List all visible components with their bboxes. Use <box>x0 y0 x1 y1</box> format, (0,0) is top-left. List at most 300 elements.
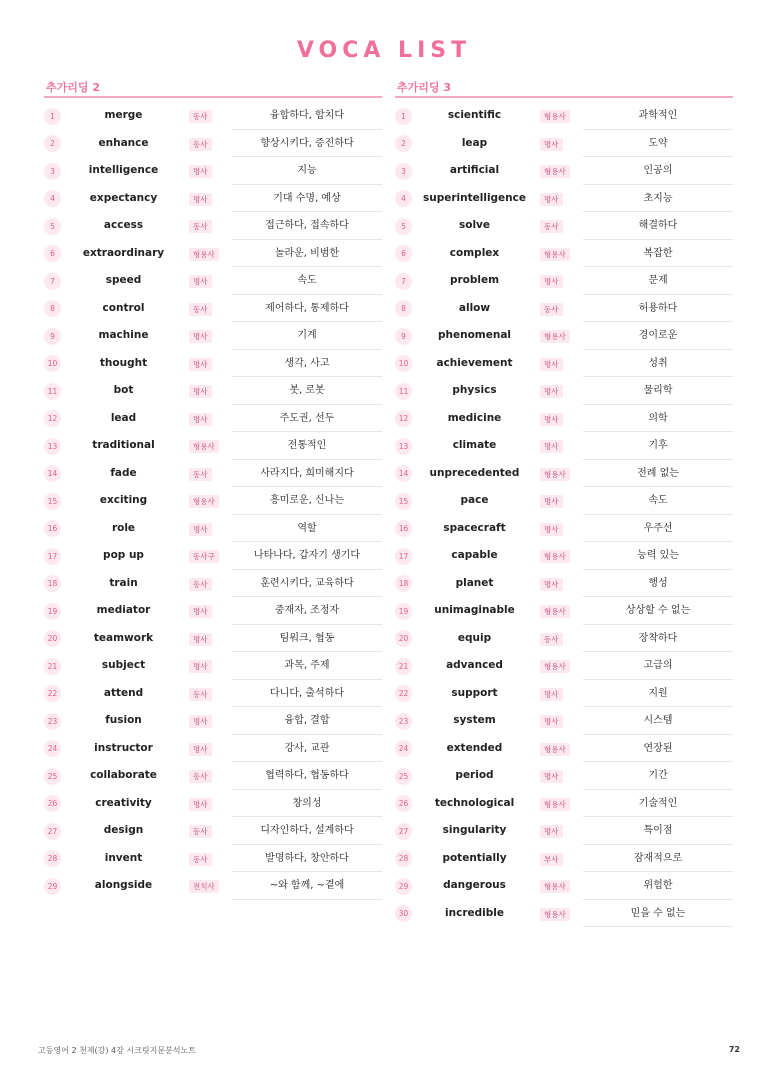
vocab-word: invent <box>104 851 143 864</box>
part-of-speech-badge: 동사 <box>189 303 212 316</box>
part-of-speech-badge: 명사 <box>540 413 563 426</box>
part-of-speech-badge: 명사 <box>540 495 563 508</box>
entry-number: 1 <box>395 108 412 125</box>
part-of-speech-badge: 형용사 <box>540 880 570 893</box>
vocab-word: extended <box>446 741 503 754</box>
vocab-row <box>44 652 382 680</box>
entry-number: 29 <box>44 878 61 895</box>
part-of-speech-badge: 명사 <box>189 523 212 536</box>
part-of-speech-badge: 명사 <box>189 798 212 811</box>
part-of-speech-badge: 형용사 <box>540 605 570 618</box>
vocab-meaning: 팀워크, 협동 <box>232 625 382 653</box>
vocab-meaning: 창의성 <box>232 790 382 818</box>
vocab-word: problem <box>449 274 500 286</box>
part-of-speech-badge: 명사 <box>540 385 563 398</box>
vocab-word: allow <box>458 301 491 314</box>
entry-number: 30 <box>395 905 412 922</box>
page-title: VOCA LIST <box>296 38 472 63</box>
vocab-row <box>395 185 733 213</box>
vocab-row <box>395 130 733 158</box>
vocab-word: traditional <box>92 439 155 451</box>
part-of-speech-badge: 형용사 <box>540 550 570 563</box>
vocab-row <box>395 405 733 433</box>
vocab-word: system <box>453 714 496 726</box>
part-of-speech-badge: 동사 <box>189 853 212 866</box>
vocab-word: exciting <box>99 494 148 506</box>
vocab-meaning: 훈련시키다, 교육하다 <box>232 570 382 598</box>
part-of-speech-badge: 명사 <box>189 605 212 618</box>
vocab-row <box>395 487 733 515</box>
entry-number: 20 <box>44 630 61 647</box>
entry-number: 13 <box>44 438 61 455</box>
entry-number: 21 <box>44 658 61 675</box>
entry-number: 27 <box>395 823 412 840</box>
vocab-meaning: 협력하다, 협동하다 <box>232 762 382 790</box>
vocab-word: pace <box>460 494 489 506</box>
entry-number: 12 <box>44 410 61 427</box>
vocab-word: unprecedented <box>429 466 520 479</box>
vocab-word: spacecraft <box>443 521 506 534</box>
vocab-section-right <box>395 79 733 927</box>
vocab-meaning: 속도 <box>583 487 733 515</box>
vocab-meaning: 강사, 교관 <box>232 735 382 763</box>
vocab-row <box>44 542 382 570</box>
entry-number: 21 <box>395 658 412 675</box>
vocab-word: leap <box>461 136 488 149</box>
entry-number: 22 <box>44 685 61 702</box>
vocab-meaning: 기대 수명, 예상 <box>232 185 382 213</box>
vocab-row <box>44 735 382 763</box>
entry-number: 2 <box>44 135 61 152</box>
part-of-speech-badge: 명사 <box>540 688 563 701</box>
part-of-speech-badge: 명사 <box>540 715 563 728</box>
vocab-row <box>44 460 382 488</box>
vocab-word: artificial <box>449 164 500 176</box>
vocab-meaning: 흥미로운, 신나는 <box>232 487 382 515</box>
part-of-speech-badge: 명사 <box>540 138 563 151</box>
vocab-meaning: 믿을 수 없는 <box>583 900 733 928</box>
footer-book-title: 고등영어 2 천재(강) 4강 시크릿지문분석노트 <box>38 1046 196 1055</box>
entry-number: 23 <box>395 713 412 730</box>
vocab-meaning: 발명하다, 창안하다 <box>232 845 382 873</box>
vocab-meaning: 향상시키다, 증진하다 <box>232 130 382 158</box>
vocab-row <box>44 625 382 653</box>
vocab-meaning: 디자인하다, 설계하다 <box>232 817 382 845</box>
vocab-meaning: 위험한 <box>583 872 733 900</box>
vocab-list <box>395 102 733 927</box>
vocab-word: incredible <box>445 906 504 919</box>
entry-number: 3 <box>395 163 412 180</box>
entry-number: 4 <box>395 190 412 207</box>
entry-number: 14 <box>395 465 412 482</box>
entry-number: 15 <box>395 493 412 510</box>
entry-number: 22 <box>395 685 412 702</box>
vocab-row <box>44 157 382 185</box>
part-of-speech-badge: 명사 <box>189 385 212 398</box>
vocab-word: planet <box>455 576 494 589</box>
vocab-row <box>44 707 382 735</box>
part-of-speech-badge: 형용사 <box>540 110 570 123</box>
vocab-word: machine <box>98 329 149 341</box>
part-of-speech-badge: 동사 <box>540 303 563 316</box>
vocab-section-left <box>44 79 382 900</box>
part-of-speech-badge: 명사 <box>540 358 563 371</box>
vocab-meaning: 과학적인 <box>583 102 733 130</box>
vocab-meaning: 장착하다 <box>583 625 733 653</box>
part-of-speech-badge: 명사 <box>189 743 212 756</box>
vocab-word: mediator <box>96 604 151 616</box>
vocab-word: enhance <box>98 136 149 149</box>
part-of-speech-badge: 전치사 <box>189 880 219 893</box>
vocab-meaning: 속도 <box>232 267 382 295</box>
vocab-meaning: 다니다, 출석하다 <box>232 680 382 708</box>
vocab-meaning: 접근하다, 접속하다 <box>232 212 382 240</box>
vocab-meaning: 제어하다, 통제하다 <box>232 295 382 323</box>
vocab-word: singularity <box>442 824 507 836</box>
part-of-speech-badge: 형용사 <box>540 330 570 343</box>
vocab-row <box>395 570 733 598</box>
vocab-meaning: 지원 <box>583 680 733 708</box>
vocab-word: design <box>103 824 144 836</box>
vocab-row <box>395 102 733 130</box>
vocab-word: fusion <box>105 714 142 726</box>
vocab-word: lead <box>110 411 137 424</box>
part-of-speech-badge: 명사 <box>540 440 563 453</box>
vocab-word: technological <box>434 796 515 809</box>
part-of-speech-badge: 동사 <box>540 220 563 233</box>
vocab-word: dangerous <box>443 879 506 891</box>
vocab-word: alongside <box>94 879 153 891</box>
part-of-speech-badge: 형용사 <box>540 468 570 481</box>
vocab-row <box>395 680 733 708</box>
part-of-speech-badge: 부사 <box>540 853 563 866</box>
vocab-row <box>44 515 382 543</box>
vocab-row <box>395 790 733 818</box>
vocab-word: capable <box>451 549 498 561</box>
vocab-row <box>44 432 382 460</box>
vocab-row <box>44 350 382 378</box>
vocab-meaning: 성취 <box>583 350 733 378</box>
part-of-speech-badge: 동사 <box>189 468 212 481</box>
vocab-word: advanced <box>446 659 503 671</box>
vocab-meaning: 역할 <box>232 515 382 543</box>
vocab-row <box>44 267 382 295</box>
part-of-speech-badge: 명사 <box>189 660 212 673</box>
vocab-row <box>395 267 733 295</box>
entry-number: 4 <box>44 190 61 207</box>
entry-number: 29 <box>395 878 412 895</box>
vocab-row <box>395 872 733 900</box>
part-of-speech-badge: 명사 <box>189 715 212 728</box>
vocab-word: control <box>102 301 145 314</box>
vocab-word: support <box>451 686 498 699</box>
vocab-meaning: 나타나다, 갑자기 생기다 <box>232 542 382 570</box>
vocab-word: climate <box>452 439 497 451</box>
part-of-speech-badge: 명사 <box>189 633 212 646</box>
vocab-row <box>395 212 733 240</box>
vocab-meaning: 생각, 사고 <box>232 350 382 378</box>
vocab-meaning: 해결하다 <box>583 212 733 240</box>
vocab-row <box>395 377 733 405</box>
entry-number: 25 <box>395 768 412 785</box>
vocab-meaning: 연장된 <box>583 735 733 763</box>
vocab-word: subject <box>101 659 146 671</box>
vocab-row <box>44 377 382 405</box>
vocab-meaning: ~와 함께, ~곁에 <box>232 872 382 900</box>
entry-number: 10 <box>44 355 61 372</box>
entry-number: 19 <box>395 603 412 620</box>
vocab-row <box>395 597 733 625</box>
part-of-speech-badge: 형용사 <box>189 440 219 453</box>
part-of-speech-badge: 형용사 <box>189 495 219 508</box>
vocab-word: pop up <box>103 549 144 561</box>
entry-number: 19 <box>44 603 61 620</box>
vocab-word: solve <box>458 219 491 231</box>
section-heading: 추가리딩 3 <box>395 79 733 98</box>
vocab-row <box>44 185 382 213</box>
part-of-speech-badge: 명사 <box>189 358 212 371</box>
vocab-word: merge <box>104 109 143 121</box>
entry-number: 2 <box>395 135 412 152</box>
part-of-speech-badge: 동사 <box>189 688 212 701</box>
vocab-row <box>44 817 382 845</box>
vocab-word: period <box>455 769 494 781</box>
vocab-meaning: 지능 <box>232 157 382 185</box>
entry-number: 7 <box>395 273 412 290</box>
vocab-row <box>395 295 733 323</box>
part-of-speech-badge: 형용사 <box>540 908 570 921</box>
vocab-word: phenomenal <box>437 329 512 341</box>
entry-number: 11 <box>44 383 61 400</box>
vocab-meaning: 기술적인 <box>583 790 733 818</box>
part-of-speech-badge: 형용사 <box>189 248 219 261</box>
vocab-row <box>44 212 382 240</box>
entry-number: 1 <box>44 108 61 125</box>
vocab-meaning: 의학 <box>583 405 733 433</box>
vocab-row <box>395 157 733 185</box>
vocab-row <box>44 322 382 350</box>
vocab-row <box>395 350 733 378</box>
vocab-meaning: 주도권, 선두 <box>232 405 382 433</box>
vocab-meaning: 놀라운, 비범한 <box>232 240 382 268</box>
entry-number: 3 <box>44 163 61 180</box>
vocab-row <box>395 542 733 570</box>
vocab-row <box>395 900 733 928</box>
vocab-meaning: 잠재적으로 <box>583 845 733 873</box>
part-of-speech-badge: 명사 <box>189 193 212 206</box>
vocab-meaning: 특이점 <box>583 817 733 845</box>
entry-number: 25 <box>44 768 61 785</box>
part-of-speech-badge: 동사 <box>189 220 212 233</box>
part-of-speech-badge: 형용사 <box>540 248 570 261</box>
vocab-meaning: 기간 <box>583 762 733 790</box>
vocab-meaning: 우주선 <box>583 515 733 543</box>
vocab-word: potentially <box>442 851 507 864</box>
entry-number: 24 <box>395 740 412 757</box>
vocab-row <box>44 102 382 130</box>
vocab-row <box>395 322 733 350</box>
vocab-meaning: 고급의 <box>583 652 733 680</box>
vocab-meaning: 경이로운 <box>583 322 733 350</box>
entry-number: 15 <box>44 493 61 510</box>
vocab-meaning: 융합, 결합 <box>232 707 382 735</box>
vocab-word: thought <box>99 356 148 369</box>
part-of-speech-badge: 명사 <box>189 165 212 178</box>
vocab-meaning: 전례 없는 <box>583 460 733 488</box>
vocab-word: bot <box>113 384 134 396</box>
vocab-row <box>44 405 382 433</box>
vocab-word: medicine <box>447 411 502 424</box>
entry-number: 14 <box>44 465 61 482</box>
entry-number: 10 <box>395 355 412 372</box>
vocab-row <box>395 460 733 488</box>
entry-number: 11 <box>395 383 412 400</box>
vocab-row <box>44 130 382 158</box>
vocab-word: speed <box>105 274 142 286</box>
entry-number: 27 <box>44 823 61 840</box>
vocab-row <box>395 652 733 680</box>
entry-number: 16 <box>44 520 61 537</box>
vocab-word: achievement <box>436 356 513 369</box>
part-of-speech-badge: 명사 <box>540 193 563 206</box>
vocab-meaning: 기계 <box>232 322 382 350</box>
entry-number: 23 <box>44 713 61 730</box>
part-of-speech-badge: 형용사 <box>540 660 570 673</box>
entry-number: 8 <box>395 300 412 317</box>
vocab-row <box>44 762 382 790</box>
vocab-meaning: 중재자, 조정자 <box>232 597 382 625</box>
entry-number: 20 <box>395 630 412 647</box>
vocab-word: unimaginable <box>434 604 515 616</box>
entry-number: 28 <box>44 850 61 867</box>
vocab-row <box>395 735 733 763</box>
vocab-meaning: 행성 <box>583 570 733 598</box>
vocab-word: role <box>111 521 136 534</box>
entry-number: 16 <box>395 520 412 537</box>
vocab-meaning: 물리학 <box>583 377 733 405</box>
entry-number: 5 <box>44 218 61 235</box>
part-of-speech-badge: 명사 <box>540 825 563 838</box>
vocab-word: equip <box>457 631 492 644</box>
part-of-speech-badge: 동사 <box>189 770 212 783</box>
vocab-word: extraordinary <box>82 246 165 259</box>
vocab-meaning: 시스템 <box>583 707 733 735</box>
part-of-speech-badge: 동사 <box>189 110 212 123</box>
entry-number: 18 <box>395 575 412 592</box>
part-of-speech-badge: 명사 <box>540 275 563 288</box>
vocab-list <box>44 102 382 900</box>
vocab-meaning: 사라지다, 희미해지다 <box>232 460 382 488</box>
vocab-word: superintelligence <box>422 191 526 204</box>
vocab-word: fade <box>110 466 137 479</box>
entry-number: 18 <box>44 575 61 592</box>
vocab-word: intelligence <box>88 164 159 176</box>
part-of-speech-badge: 형용사 <box>540 798 570 811</box>
vocab-meaning: 융합하다, 합치다 <box>232 102 382 130</box>
vocab-row <box>395 240 733 268</box>
vocab-meaning: 봇, 로봇 <box>232 377 382 405</box>
entry-number: 26 <box>44 795 61 812</box>
vocab-word: physics <box>452 384 497 396</box>
vocab-meaning: 허용하다 <box>583 295 733 323</box>
part-of-speech-badge: 명사 <box>540 770 563 783</box>
vocab-row <box>44 680 382 708</box>
vocab-row <box>44 487 382 515</box>
vocab-meaning: 기후 <box>583 432 733 460</box>
part-of-speech-badge: 형용사 <box>540 165 570 178</box>
vocab-row <box>395 432 733 460</box>
vocab-row <box>44 872 382 900</box>
part-of-speech-badge: 동사 <box>189 578 212 591</box>
entry-number: 17 <box>395 548 412 565</box>
part-of-speech-badge: 명사 <box>189 330 212 343</box>
vocab-word: teamwork <box>93 631 154 644</box>
vocab-word: instructor <box>94 741 153 754</box>
vocab-meaning: 초지능 <box>583 185 733 213</box>
vocab-row <box>395 845 733 873</box>
vocab-row <box>44 295 382 323</box>
vocab-meaning: 도약 <box>583 130 733 158</box>
entry-number: 7 <box>44 273 61 290</box>
entry-number: 8 <box>44 300 61 317</box>
entry-number: 6 <box>395 245 412 262</box>
vocab-row <box>395 817 733 845</box>
part-of-speech-badge: 명사 <box>540 523 563 536</box>
vocab-meaning: 복잡한 <box>583 240 733 268</box>
entry-number: 5 <box>395 218 412 235</box>
part-of-speech-badge: 동사 <box>189 825 212 838</box>
entry-number: 6 <box>44 245 61 262</box>
entry-number: 12 <box>395 410 412 427</box>
entry-number: 9 <box>395 328 412 345</box>
vocab-word: scientific <box>447 109 502 121</box>
part-of-speech-badge: 동사 <box>189 138 212 151</box>
part-of-speech-badge: 동사구 <box>189 550 219 563</box>
vocab-word: attend <box>103 686 144 699</box>
vocab-word: complex <box>449 246 500 259</box>
vocab-word: train <box>109 576 138 589</box>
vocab-word: access <box>103 219 144 231</box>
vocab-meaning: 과목, 주제 <box>232 652 382 680</box>
vocab-row <box>395 707 733 735</box>
section-heading: 추가리딩 2 <box>44 79 382 98</box>
entry-number: 24 <box>44 740 61 757</box>
vocab-word: expectancy <box>89 191 158 204</box>
entry-number: 17 <box>44 548 61 565</box>
entry-number: 13 <box>395 438 412 455</box>
part-of-speech-badge: 동사 <box>540 633 563 646</box>
vocab-meaning: 문제 <box>583 267 733 295</box>
part-of-speech-badge: 명사 <box>189 413 212 426</box>
part-of-speech-badge: 명사 <box>189 275 212 288</box>
part-of-speech-badge: 형용사 <box>540 743 570 756</box>
vocab-row <box>44 597 382 625</box>
vocab-meaning: 인공의 <box>583 157 733 185</box>
vocab-row <box>44 570 382 598</box>
entry-number: 9 <box>44 328 61 345</box>
vocab-meaning: 전통적인 <box>232 432 382 460</box>
vocab-meaning: 능력 있는 <box>583 542 733 570</box>
vocab-row <box>44 845 382 873</box>
vocab-row <box>395 762 733 790</box>
vocab-row <box>44 240 382 268</box>
vocab-row <box>44 790 382 818</box>
vocab-row <box>395 515 733 543</box>
vocab-meaning: 상상할 수 없는 <box>583 597 733 625</box>
vocab-row <box>395 625 733 653</box>
vocab-word: creativity <box>95 796 152 809</box>
part-of-speech-badge: 명사 <box>540 578 563 591</box>
